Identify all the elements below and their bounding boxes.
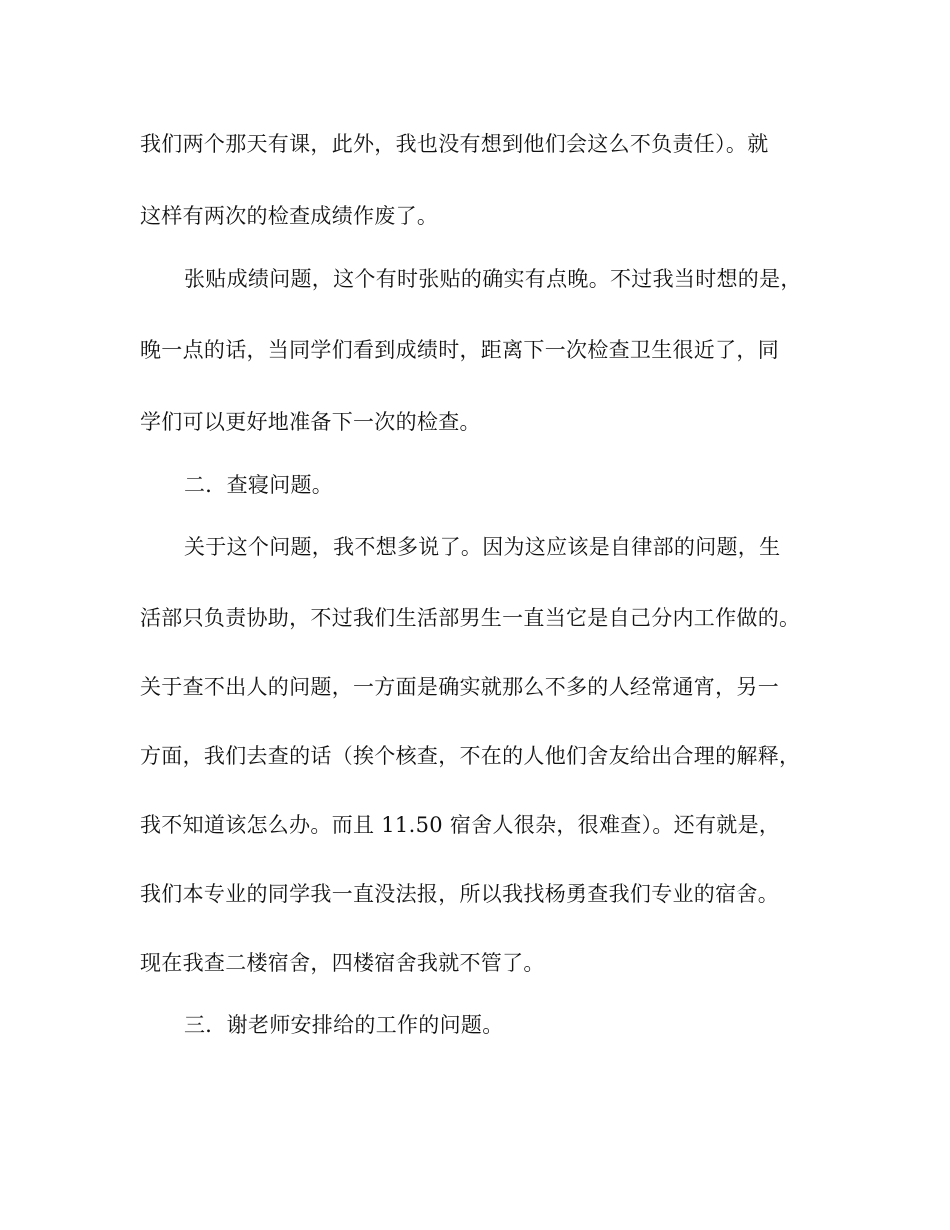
- text-line: 活部只负责协助，不过我们生活部男生一直当它是自己分内工作做的。: [140, 606, 801, 630]
- text-line: 现在我查二楼宿舍，四楼宿舍我就不管了。: [140, 951, 545, 975]
- text-line: 我们本专业的同学我一直没法报，所以我找杨勇查我们专业的宿舍。: [140, 882, 779, 906]
- text-line: 我们两个那天有课，此外，我也没有想到他们会这么不负责任）。就: [140, 132, 769, 156]
- section-heading: 二．查寝问题。: [184, 473, 334, 497]
- section-heading: 三．谢老师安排给的工作的问题。: [184, 1013, 504, 1037]
- text-line: 学们可以更好地准备下一次的检查。: [140, 410, 481, 434]
- text-line: 关于查不出人的问题，一方面是确实就那么不多的人经常通宵，另一: [140, 675, 779, 699]
- text-line: 晚一点的话，当同学们看到成绩时，距离下一次检查卫生很近了，同: [140, 338, 779, 362]
- paragraph-first-line: 关于这个问题，我不想多说了。因为这应该是自律部的问题，生: [184, 535, 781, 559]
- text-line: 这样有两次的检查成绩作废了。: [140, 204, 439, 228]
- paragraph-first-line: 张贴成绩问题，这个有时张贴的确实有点晚。不过我当时想的是，: [184, 267, 802, 291]
- text-line: 方面，我们去查的话（挨个核查，不在的人他们舍友给出合理的解释，: [140, 744, 801, 768]
- text-line: 我不知道该怎么办。而且 11.50 宿舍人很杂，很难查）。还有就是，: [140, 813, 781, 837]
